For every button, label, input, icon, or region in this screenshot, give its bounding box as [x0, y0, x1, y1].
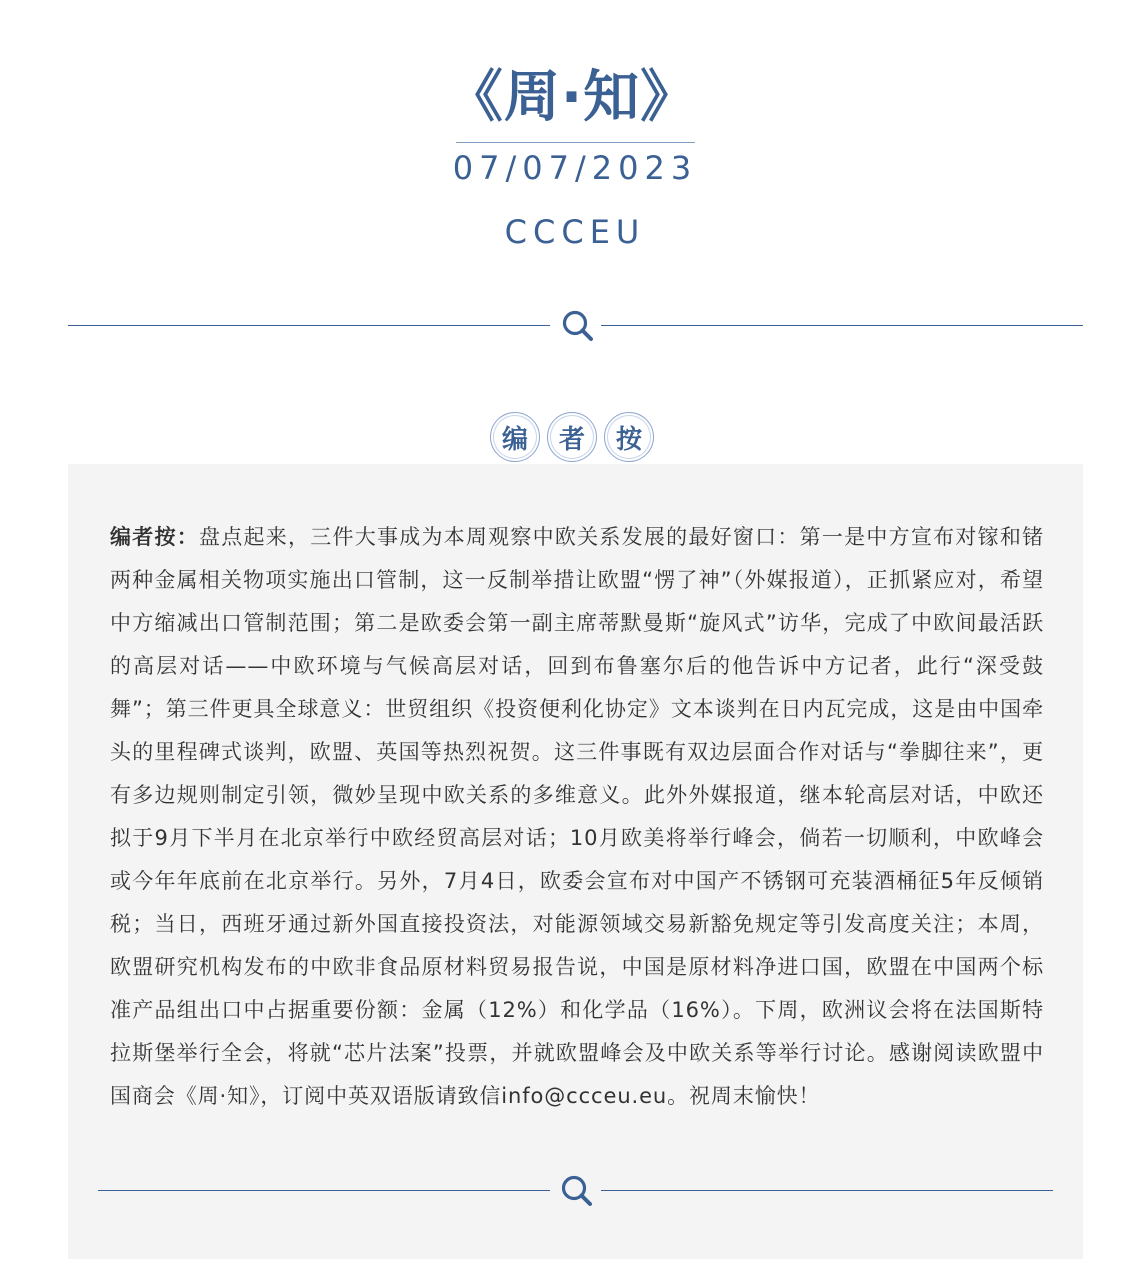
title-underline	[456, 142, 695, 143]
divider-line-right	[601, 1190, 1053, 1191]
magnifier-icon	[561, 308, 595, 348]
magnifier-icon	[560, 1173, 594, 1213]
section-badge: 编	[490, 412, 540, 462]
bottom-divider	[98, 1173, 1053, 1209]
section-badge: 者	[547, 412, 597, 462]
editorial-text	[110, 516, 1044, 1118]
top-divider	[68, 308, 1083, 344]
divider-line-left	[68, 325, 550, 326]
issue-date: 07/07/2023	[452, 149, 698, 187]
editorial-lead: 编者按：	[110, 525, 199, 549]
page-title: 《周·知》	[446, 65, 698, 130]
editorial-body[interactable]: 盘点起来，三件大事成为本周观察中欧关系发展的最好窗口：第一是中方宣布对镓和锗两种金属相关物项实施出口管制，这一反制举措让欧盟“愣了神”（外媒报道），正抓紧应对，希望中方缩减出口管制范围；第二是欧委会第一副主席蒂默曼斯“旋风式”访华，完成了中欧间最活跃的高层对话——中欧环境与气候高层对话，回到布鲁塞尔后的他告诉中方记者，此行“深受鼓舞”；第三件更具全球意义：世贸组织《投资便利化协定》文本谈判在日内瓦完成，这是由中国牵头的里程碑式谈判，欧盟、英国等热烈祝贺。这三件事既有双边层面合作对话与“拳脚往来”，更有多边规则制定引领，微妙呈现中欧关系的多维意义。此外外媒报道，继本轮高层对话，中欧还拟于9月下半月在北京举行中欧经贸高层对话；10月欧美将举行峰会，倘若一切顺利，中欧峰会或今年年底前在北京举行。另外，7月4日，欧委会宣布对中国产不锈钢可充装酒桶征5年反倾销税；当日，西班牙通过新外国直接投资法，对能源领域交易新豁免规定等引发高度关注；本周，欧盟研究机构发布的中欧非食品原材料贸易报告说，中国是原材料净进口国，欧盟在中国两个标准产品组出口中占据重要份额：金属（12%）和化学品（16%）。下周，欧洲议会将在法国斯特拉斯堡举行全会，将就“芯片法案”投票，并就欧盟峰会及中欧关系等举行讨论。感谢阅读欧盟中国商会《周·知》，订阅中英双语版请致信info@ccceu.eu。祝周末愉快！	[110, 525, 1044, 1108]
divider-line-left	[98, 1190, 550, 1191]
section-badge: 按	[604, 412, 654, 462]
section-badges	[0, 412, 1144, 462]
organization-name: CCCEU	[504, 213, 646, 251]
divider-line-right	[601, 325, 1083, 326]
